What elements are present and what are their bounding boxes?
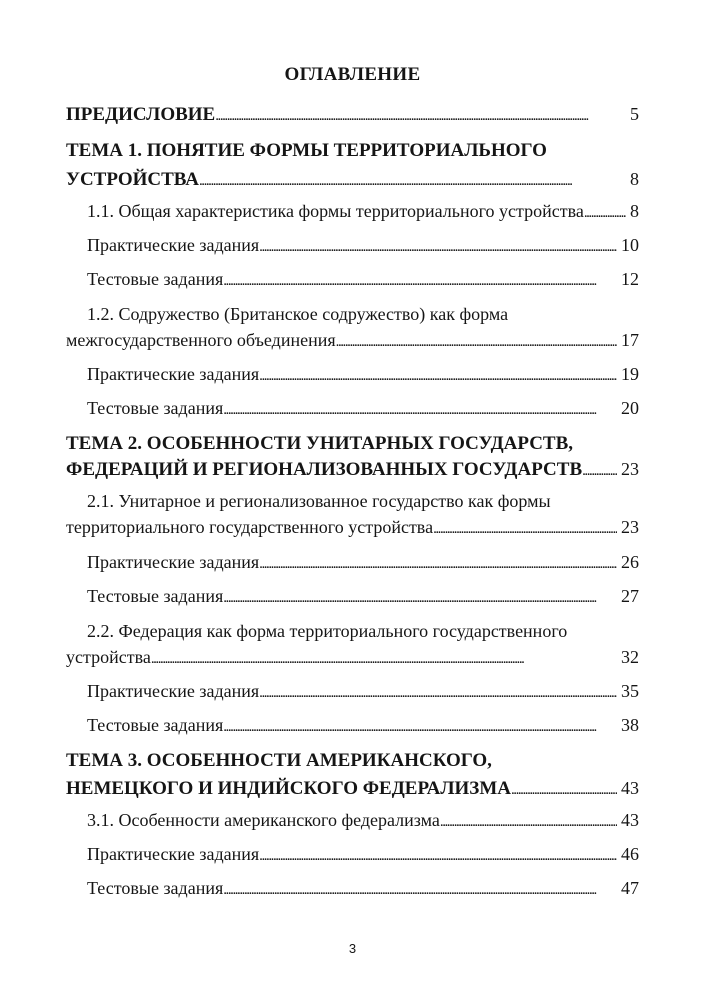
toc-entry-1-2-line1[interactable]: 1.2. Содружество (Британское содружество) как форма [87, 304, 509, 324]
toc-page-number: 35 [621, 681, 639, 701]
toc-entry-topic2-line1[interactable]: ТЕМА 2. ОСОБЕННОСТИ УНИТАРНЫХ ГОСУДАРСТВ, [66, 433, 574, 454]
toc-entry-text: Практические задания [87, 844, 260, 864]
toc-entry-3-1[interactable] [87, 807, 639, 833]
toc-entry-text: Практические задания [87, 364, 260, 384]
leader-dots [511, 776, 617, 801]
page-number-footer: 3 [348, 941, 357, 956]
leader-dots [584, 198, 626, 224]
leader-dots [223, 266, 617, 292]
toc-entry-topic1-line1[interactable]: ТЕМА 1. ПОНЯТИЕ ФОРМЫ ТЕРРИТОРИАЛЬНОГО [66, 140, 547, 161]
toc-entry-text: НЕМЕЦКОГО И ИНДИЙСКОГО ФЕДЕРАЛИЗМА [66, 778, 511, 799]
toc-page-number: 43 [621, 778, 639, 798]
toc-page-number: 19 [621, 364, 639, 384]
toc-entry-text: Тестовые задания [87, 269, 224, 289]
toc-page-number: 46 [621, 844, 639, 864]
leader-dots [259, 841, 617, 867]
toc-entry-1-2[interactable] [66, 327, 639, 353]
toc-page-number: 17 [621, 330, 639, 350]
toc-page-number: 5 [630, 104, 639, 124]
toc-entry-text: Тестовые задания [87, 398, 224, 418]
leader-dots [223, 583, 617, 609]
toc-page-number: 8 [630, 201, 639, 221]
toc-entry-2-1[interactable] [66, 514, 639, 540]
toc-entry-text: устройства [66, 647, 151, 667]
toc-title: ОГЛАВЛЕНИЕ [284, 64, 421, 85]
toc-entry-2-2[interactable] [66, 644, 639, 670]
toc-page-number: 43 [621, 810, 639, 830]
toc-entry-text: ФЕДЕРАЦИЙ И РЕГИОНАЛИЗОВАННЫХ ГОСУДАРСТВ [66, 459, 583, 480]
leader-dots [223, 712, 617, 738]
toc-page-number: 27 [621, 586, 639, 606]
toc-entry-text: Тестовые задания [87, 715, 224, 735]
toc-page-number: 32 [621, 647, 639, 667]
toc-page-number: 8 [630, 169, 639, 189]
toc-entry-topic3[interactable] [66, 775, 639, 801]
leader-dots [259, 361, 617, 387]
toc-page-number: 23 [621, 517, 639, 537]
toc-page-number: 23 [621, 459, 639, 479]
toc-page-number: 20 [621, 398, 639, 418]
toc-entry-text: Практические задания [87, 235, 260, 255]
toc-entry-1-1-practice[interactable] [87, 232, 639, 258]
toc-page-number: 38 [621, 715, 639, 735]
toc-page-number: 10 [621, 235, 639, 255]
toc-entry-2-2-practice[interactable] [87, 678, 639, 704]
leader-dots [440, 807, 617, 833]
toc-entry-3-1-tests[interactable] [87, 875, 639, 901]
leader-dots [215, 102, 626, 127]
toc-entry-topic3-line1[interactable]: ТЕМА 3. ОСОБЕННОСТИ АМЕРИКАНСКОГО, [66, 750, 492, 771]
toc-entry-topic2[interactable] [66, 456, 639, 482]
toc-entry-2-2-tests[interactable] [87, 712, 639, 738]
toc-entry-preface[interactable] [66, 101, 639, 127]
toc-entry-text: 3.1. Особенности американского федерализма [87, 810, 440, 830]
toc-entry-1-2-practice[interactable] [87, 361, 639, 387]
leader-dots [223, 875, 617, 901]
leader-dots [259, 678, 617, 704]
toc-entry-text: 1.1. Общая характеристика формы территориального устройства [87, 201, 584, 221]
toc-entry-text: УСТРОЙСТВА [66, 169, 199, 190]
toc-entry-1-1-tests[interactable] [87, 266, 639, 292]
leader-dots [259, 232, 617, 258]
toc-entry-text: межгосударственного объединения [66, 330, 336, 350]
toc-entry-2-1-line1[interactable]: 2.1. Унитарное и регионализованное государство как формы [87, 491, 551, 511]
toc-entry-1-1[interactable] [87, 198, 639, 224]
toc-page-number: 47 [621, 878, 639, 898]
toc-entry-1-2-tests[interactable] [87, 395, 639, 421]
leader-dots [433, 514, 617, 540]
toc-entry-text: Практические задания [87, 552, 260, 572]
leader-dots [259, 549, 617, 575]
toc-entry-2-1-practice[interactable] [87, 549, 639, 575]
toc-entry-text: ПРЕДИСЛОВИЕ [66, 104, 216, 125]
leader-dots [151, 644, 617, 670]
leader-dots [582, 457, 617, 482]
toc-entry-text: Практические задания [87, 681, 260, 701]
toc-entry-text: Тестовые задания [87, 586, 224, 606]
leader-dots [199, 167, 626, 192]
toc-entry-text: территориального государственного устройства [66, 517, 434, 537]
leader-dots [336, 327, 617, 353]
toc-page-number: 26 [621, 552, 639, 572]
toc-entry-topic1[interactable] [66, 166, 639, 192]
toc-entry-text: Тестовые задания [87, 878, 224, 898]
toc-entry-2-1-tests[interactable] [87, 583, 639, 609]
toc-page-number: 12 [621, 269, 639, 289]
toc-entry-2-2-line1[interactable]: 2.2. Федерация как форма территориального государственного [87, 621, 568, 641]
toc-entry-3-1-practice[interactable] [87, 841, 639, 867]
leader-dots [223, 395, 617, 421]
